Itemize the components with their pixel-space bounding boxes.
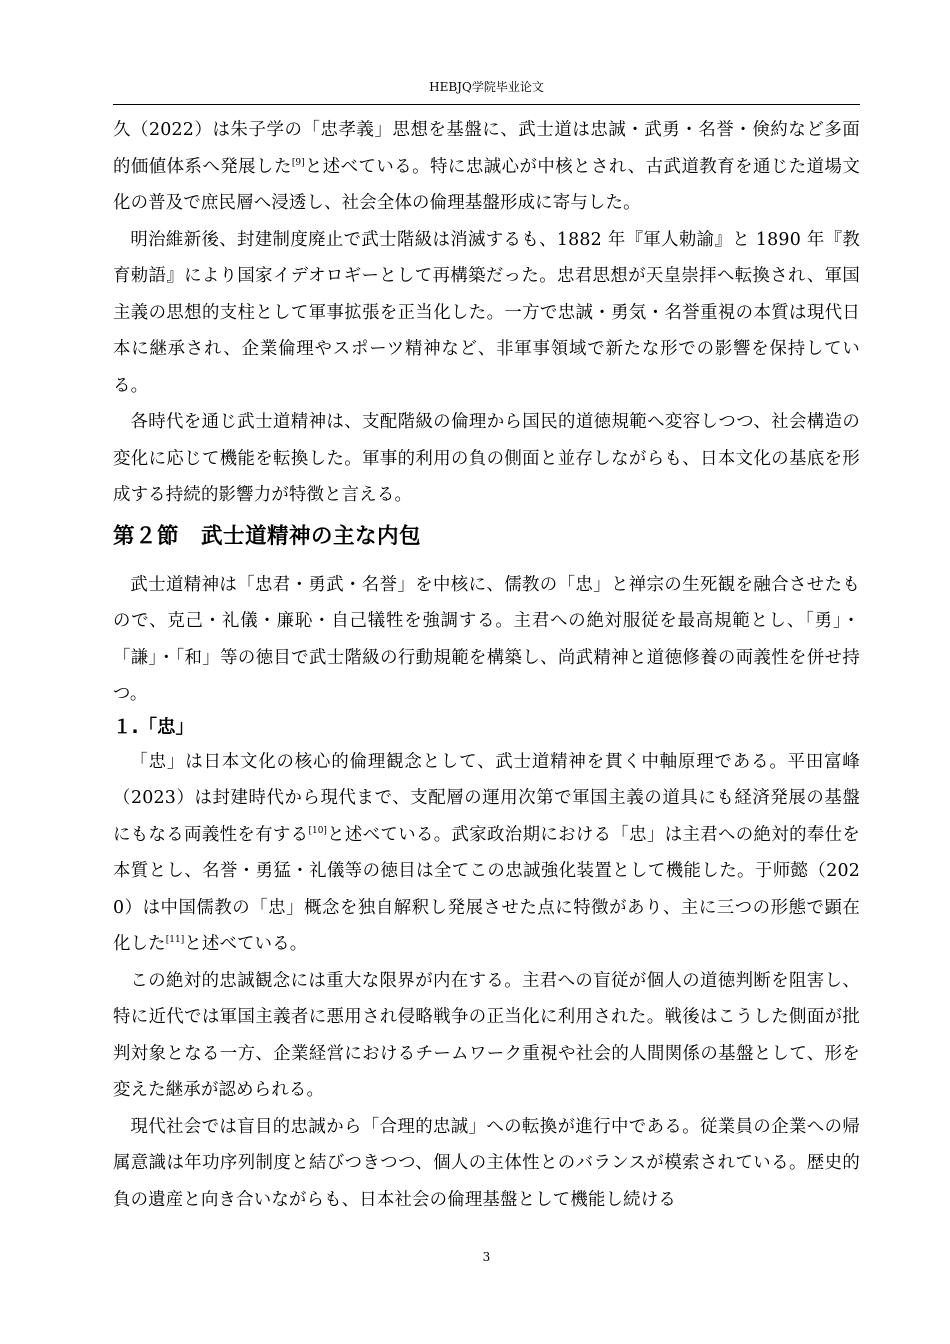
citation-marker: [11] xyxy=(165,935,185,946)
paragraph-text: と述べている。 xyxy=(184,934,308,954)
paragraph-rational-loyalty: 現代社会では盲目的忠誠から「合理的忠誠」への転換が進行中である。従業員の企業への帰属意識は年功序列制度と結びつきつつ、個人の主体性とのバランスが模索されている。歴史的負の遺産と向き合いながらも、日本社会の倫理基盤として機能し続ける xyxy=(113,1116,860,1210)
document-body xyxy=(113,112,860,1218)
paragraph-text: と述べている。武家政治期における「忠」は主君への絶対的奉仕を本質とし、名誉・勇猛・礼儀等の徳目は全てこの忠誠強化装置として機能した。于师懿（2020）は中国儒教の「忠」概念を独自解釈し発展させた点に特徴があり、主に三つの形態で顕在化した xyxy=(113,824,860,954)
page-number: 3 xyxy=(482,1250,491,1264)
paragraph-text: 久（2022）は朱子学の「忠孝義」思想を基盤に、武士道は忠誠・武勇・名誉・倹約など多面的価値体系へ発展した xyxy=(113,120,860,177)
section-heading: 第２節 武士道精神の主な内包 xyxy=(113,523,422,549)
paragraph-loyalty-core xyxy=(113,744,860,963)
paragraph-historical-transformation: 各時代を通じ武士道精神は、支配階級の倫理から国民的道徳規範へ変容しつつ、社会構造の変化に応じて機能を転換した。軍事的利用の負の側面と並存しながらも、日本文化の基底を形成する持続的影響力が特徴と言える。 xyxy=(113,412,860,505)
header-rule xyxy=(113,104,860,105)
subsection-heading: １.「忠」 xyxy=(113,716,195,738)
paragraph-zhu-xi-continuation xyxy=(113,112,860,222)
paragraph-bushido-overview: 武士道精神は「忠君・勇武・名誉」を中核に、儒教の「忠」と禅宗の生死観を融合させたもので、克己・礼儀・廉恥・自己犠牲を強調する。主君への絶対服従を最高規範とし、「勇」・「謙」・「和」等の徳目で武士階級の行動規範を構築し、尚武精神と道徳修養の両義性を併せ持つ。 xyxy=(113,574,860,704)
paragraph-text: 「忠」は日本文化の核心的倫理観念として、武士道精神を貫く中軸原理である。平田富峰（2023）は封建時代から現代まで、支配層の運用次第で軍国主義の道具にも経済発展の基盤にもなる両義性を有する xyxy=(113,751,860,845)
paragraph-loyalty-limits: この絶対的忠誠観念には重大な限界が内在する。主君への盲従が個人の道徳判断を阻害し、特に近代では軍国主義者に悪用され侵略戦争の正当化に利用された。戦後はこうした側面が批判対象となる一方、企業経営におけるチームワーク重視や社会的人間関係の基盤として、形を変えた継承が認められる。 xyxy=(113,970,860,1100)
citation-marker: [10] xyxy=(308,825,327,836)
paragraph-meiji-restoration: 明治維新後、封建制度廃止で武士階級は消滅するも、1882 年『軍人勅諭』と 1890 年『教育勅語』により国家イデオロギーとして再構築だった。忠君思想が天皇崇拝へ転換され、軍国主義の思想的支柱として軍事拡張を正当化した。一方で忠誠・勇気・名誉重視の本質は現代日本に継承され、企業倫理やスポーツ精神など、非軍事領域で新たな形での影響を保持している。 xyxy=(113,229,860,396)
citation-marker: [9] xyxy=(291,157,305,168)
running-header: HEBJQ学院毕业论文 xyxy=(429,80,544,94)
paragraph-text: と述べている。特に忠誠心が中核とされ、古武道教育を通じた道場文化の普及で庶民層へ浸透し、社会全体の倫理基盤形成に寄与した。 xyxy=(113,156,860,213)
